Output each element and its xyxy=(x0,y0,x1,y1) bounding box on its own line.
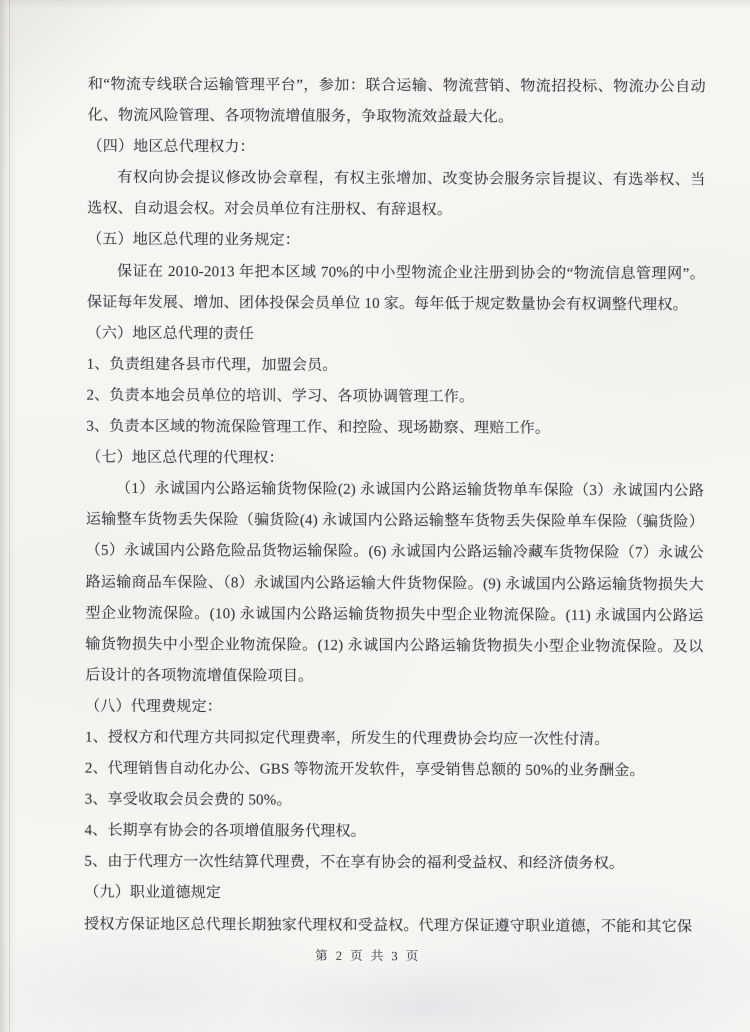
section-6-item-2: 2、负责本地会员单位的培训、学习、各项协调管理工作。 xyxy=(86,387,475,406)
section-8-item-2: 2、代理销售自动化办公、GBS 等物流开发软件，享受销售总额的 50%的业务酬金。 xyxy=(84,760,645,780)
section-heading-8: （八）代理费规定： xyxy=(85,698,222,716)
section-heading-9: （九）职业道德规定 xyxy=(84,885,222,902)
section-6-item-3: 3、负责本区域的物流保险管理工作、和控险、现场勘察、理赔工作。 xyxy=(86,418,551,437)
section-heading-4: （四）地区总代理权力： xyxy=(87,138,255,156)
section-9-body: 授权方保证地区总代理长期独家代理权和受益权。代理方保证遵守职业道德，不能和其它保 xyxy=(84,916,693,935)
section-8-item-5: 5、由于代理方一次性结算代理费，不在享有协会的福利受益权、和经济债务权。 xyxy=(84,853,625,873)
section-heading-5: （五）地区总代理的业务规定： xyxy=(87,232,301,250)
section-8-item-3: 3、享受收取会员会费的 50%。 xyxy=(84,791,292,809)
section-8-item-1: 1、授权方和代理方共同拟定代理费率，所发生的代理费协会均应一次性付清。 xyxy=(84,729,610,748)
continued-paragraph: 和“物流专线联合运输管理平台”，参加：联合运输、物流营销、物流招投标、物流办公自动化、物流风险管理、各项物流增值服务，争取物流效益最大化。 xyxy=(87,76,706,126)
document-text xyxy=(84,70,706,943)
section-7-body: （1）永诚国内公路运输货物保险(2) 永诚国内公路运输货物单车保险（3）永诚国内公路运输整车货物丢失保险（骗货险(4) 永诚国内公路运输整车货物丢失保险单车保险（骗货险） （5）永诚国内公路危险品货物运输保险。(6) 永诚国内公路运输冷藏车货物保险（7）永诚公路运输商品车保险、（8）永诚国内公路运输大件货物保险。(9) 永诚国内公路运输货物损失大型企业物流保险。(10) 永诚国内公路运输货物损失中型企业物流保险。(11) 永诚国内公路运输货物损失中小型企业物流保险。(12) 永诚国内公路运输货物损失小型企业物流保险。及以后设计的各项物流增值保险项目。 xyxy=(85,481,705,685)
section-heading-7: （七）地区总代理的代理权： xyxy=(86,449,284,467)
section-heading-6: （六）地区总代理的责任 xyxy=(86,325,254,343)
section-4-body: 有权向协会提议修改协会章程，有权主张增加、改变协会服务宗旨提议、有选举权、当选权、自动退会权。对会员单位有注册权、有辞退权。 xyxy=(87,170,706,219)
section-5-body: 保证在 2010-2013 年把本区域 70%的中小型物流企业注册到协会的“物流信息管理网”。保证每年发展、增加、团体投保会员单位 10 家。每年低于规定数量协会有权调整代理权。 xyxy=(86,263,706,313)
paper-edge-crease xyxy=(9,0,10,1032)
page-number: 第 2 页 共 3 页 xyxy=(315,948,421,964)
section-6-item-1: 1、负责组建各县市代理，加盟会员。 xyxy=(86,356,338,374)
section-8-item-4: 4、长期享有协会的各项增值服务代理权。 xyxy=(84,822,366,841)
